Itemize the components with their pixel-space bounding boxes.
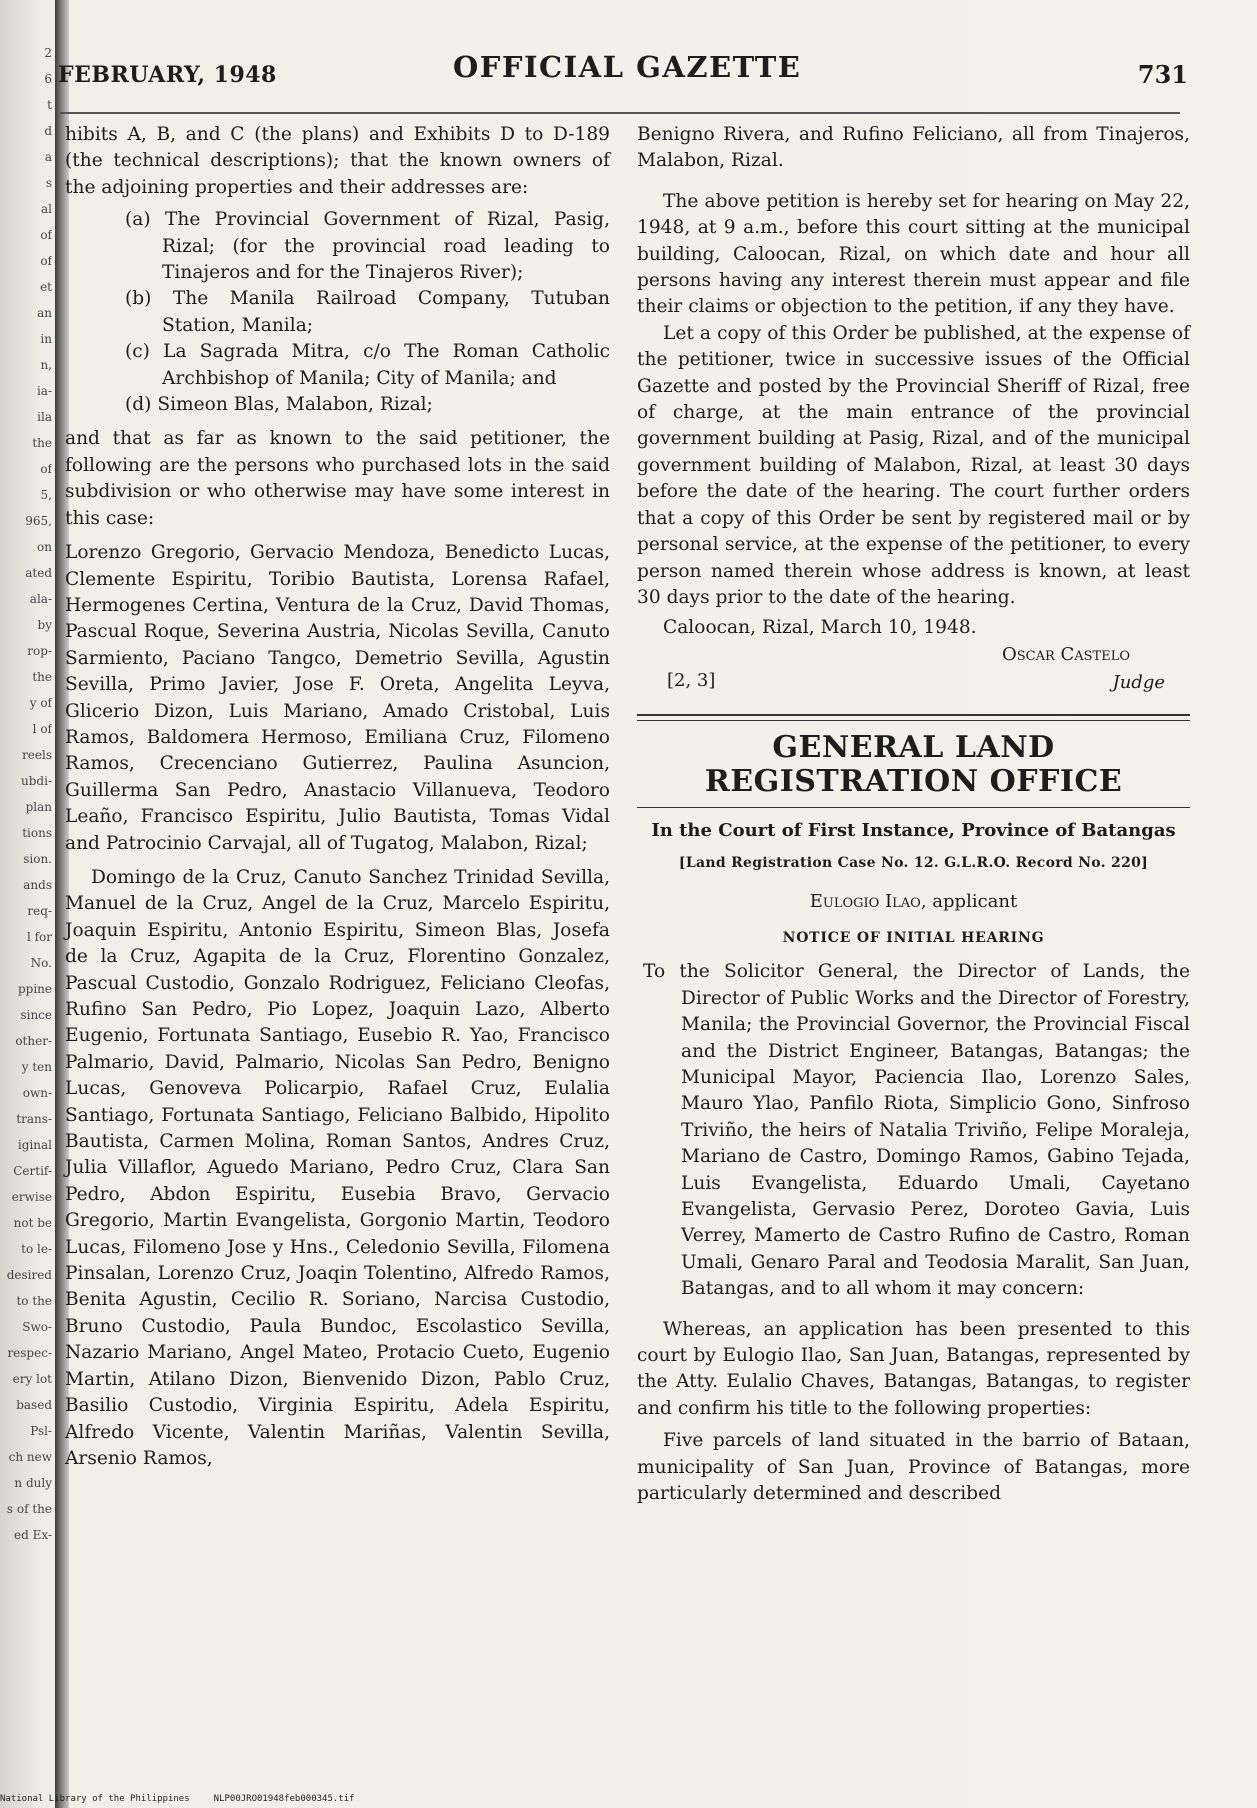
margin-fragment: ppine xyxy=(17,982,52,996)
margin-fragment: a xyxy=(44,150,52,164)
page-header xyxy=(58,50,1188,100)
owner-text: Simeon Blas, Malabon, Rizal; xyxy=(157,394,433,416)
owner-text: La Sagrada Mitra, c/o The Roman Catholic Archbishop of Manila; City of Manila; and xyxy=(162,341,610,389)
margin-fragment: n, xyxy=(40,358,52,372)
margin-fragment: the xyxy=(32,436,52,450)
margin-fragment: by xyxy=(37,618,52,632)
margin-fragment: ed Ex- xyxy=(14,1528,52,1542)
margin-fragment: an xyxy=(37,306,52,320)
margin-fragment: 5, xyxy=(40,488,52,502)
margin-fragment: desired xyxy=(6,1268,52,1282)
margin-fragment: trans- xyxy=(16,1112,52,1126)
margin-fragment: in xyxy=(40,332,52,346)
margin-fragment: the xyxy=(32,670,52,684)
margin-fragment: ands xyxy=(23,878,52,892)
margin-fragment: y ten xyxy=(21,1060,52,1074)
owner-item xyxy=(65,339,610,392)
header-rule xyxy=(60,112,1180,114)
applicant-role: applicant xyxy=(932,890,1018,912)
section-heading: GENERAL LAND REGISTRATION OFFICE xyxy=(704,729,1123,799)
margin-fragment: l of xyxy=(32,722,52,736)
margin-fragment: No. xyxy=(30,956,52,970)
margin-fragment: sion. xyxy=(23,852,52,866)
page-number: 731 xyxy=(1137,60,1188,89)
owner-text: The Manila Railroad Company, Tutuban Station, Manila; xyxy=(162,288,610,336)
margin-fragment: ated xyxy=(25,566,52,580)
margin-fragment: ery lot xyxy=(12,1372,52,1386)
margin-fragment: not be xyxy=(13,1216,52,1230)
margin-fragment: since xyxy=(20,1008,52,1022)
margin-fragment: to the xyxy=(16,1294,52,1308)
interested-persons-intro: and that as far as known to the said petitioner, the following are the persons who purchased lots in the said subdivision or who otherwise may have some interest in this case: xyxy=(65,428,610,529)
parcels-paragraph: Five parcels of land situated in the barrio of Bataan, municipality of San Juan, Province of Batangas, more particularly determined and described xyxy=(637,1430,1190,1505)
margin-fragment: of xyxy=(40,254,52,268)
margin-fragment: 2 xyxy=(44,46,52,60)
footer-library: National Library of the Philippines xyxy=(0,1794,190,1804)
margin-fragment: reels xyxy=(22,748,52,762)
judge-title: Judge xyxy=(1112,671,1165,693)
margin-fragment: ia- xyxy=(36,384,52,398)
margin-fragment: 965, xyxy=(25,514,52,528)
margin-fragment: plan xyxy=(25,800,52,814)
margin-fragment: tions xyxy=(22,826,52,840)
margin-fragment: Swo- xyxy=(22,1320,52,1334)
left-column xyxy=(65,122,610,1472)
signature-block xyxy=(637,642,1190,698)
place-date: Caloocan, Rizal, March 10, 1948. xyxy=(663,617,977,639)
names-tinajeros: Domingo de la Cruz, Canuto Sanchez Trinidad Sevilla, Manuel de la Cruz, Angel de la Cruz, Marcelo Espiritu, Joaquin Espiritu, Antonio Espiritu, Simeon Blas, Josefa de la Cruz, Agapita de la Cruz, Florentino Gonzalez, Pascual Custodio, Gonzalo Rodriguez, Feliciano Cleofas, Rufino San Pedro, Pio Lopez, Joaquin Lazo, Alberto Eugenio, Fortunata Santiago, Eusebio R. Yao, Francisco Palmario, David, Palmario, Nicolas San Pedro, Benigno Lucas, Genoveva Policarpio, Rafael Cruz, Eulalia Santiago, Fortunata Santiago, Feliciano Balbido, Hipolito Bautista, Carmen Molina, Roman Santos, Andres Cruz, Julia Villaflor, Aguedo Mariano, Pedro Cruz, Clara San Pedro, Abdon Espiritu, Eusebia Bravo, Gervacio Gregorio, Martin Evangelista, Gorgonio Martin, Teodoro Lucas, Filomeno Jose y Hns., Celedonio Sevilla, Filomena Pinsalan, Lorenzo Cruz, Joaqin Tolentino, Alfredo Ramos, Benita Agustin, Cecilio R. Soriano, Narcisa Custodio, Bruno Custodio, Paula Bundoc, Escolastico Sevilla, Nazario Mariano, Angel Mateo, Protacio Cueto, Eugenio Martin, Atilano Dizon, Bienvenido Dizon, Pablo Cruz, Basilio Custodio, Virginia Espiritu, Adela Espiritu, Alfredo Vicente, Valentin Mariñas, Valentin Sevilla, Arsenio Ramos, xyxy=(65,866,610,1469)
case-reference: [Land Registration Case No. 12. G.L.R.O. Record No. 220] xyxy=(678,855,1149,872)
names-continuation: Benigno Rivera, and Rufino Feliciano, all from Tinajeros, Malabon, Rizal. xyxy=(637,124,1190,172)
heading-rule xyxy=(637,807,1190,808)
margin-fragment: Certif- xyxy=(13,1164,52,1178)
issue-reference: [2, 3] xyxy=(667,669,716,691)
owner-label: (a) xyxy=(125,209,151,231)
margin-fragment: y of xyxy=(29,696,52,710)
owner-item xyxy=(65,286,610,339)
notice-address: To the Solicitor General, the Director of Lands, the Director of Public Works and the Director of Forestry, Manila; the Provincial Governor, the Provincial Fiscal and the District Engineer, Batangas, Batangas; the Municipal Mayor, Paciencia Ilao, Lorenzo Sales, Mauro Ylao, Panfilo Riota, Simplicio Gono, Sinfroso Triviño, the heirs of Natalia Triviño, Felipe Moraleja, Mariano de Castro, Domingo Ramos, Gabino Tejada, Luis Evangelista, Eduardo Umali, Cayetano Evangelista, Gervasio Perez, Doroteo Gavia, Luis Verrey, Mamerto de Castro Rufino de Castro, Roman Umali, Genaro Paral and Teodosia Maralit, San Juan, Batangas, and to all whom it may concern: xyxy=(643,961,1190,1300)
hearing-paragraph: The above petition is hereby set for hearing on May 22, 1948, at 9 a.m., before this court sitting at the municipal building, Caloocan, Rizal, on which date and hour all persons having any interest therein must appear and file their claims or objection to the petition, if any they have. xyxy=(637,190,1190,318)
notice-title: NOTICE OF INITIAL HEARING xyxy=(782,929,1045,946)
margin-fragment: own- xyxy=(22,1086,52,1100)
margin-fragment: other- xyxy=(15,1034,52,1048)
applicant-name: Eulogio Ilao, xyxy=(809,890,927,912)
margin-fragment: ila xyxy=(37,410,52,424)
margin-fragment: Psl- xyxy=(30,1424,52,1438)
owner-label: (c) xyxy=(125,341,150,363)
whereas-paragraph: Whereas, an application has been presented to this court by Eulogio Ilao, San Juan, Batangas, represented by the Atty. Eulalio Chaves, Batangas, Batangas, to register and confirm his title to the following properties: xyxy=(637,1318,1190,1419)
publication-paragraph: Let a copy of this Order be published, at the expense of the petitioner, twice in successive issues of the Official Gazette and posted by the Provincial Sheriff of Rizal, free of charge, at the main entrance of the provincial government building at Pasig, Rizal, and of the municipal government building of Malabon, Rizal, at least 30 days before the date of the hearing. The court further orders that a copy of this Order be sent by registered mail or by personal service, at the expense of the petitioner, to every person named therein whose address is known, at least 30 days prior to the date of the hearing. xyxy=(637,322,1190,608)
margin-fragment: req- xyxy=(27,904,52,918)
margin-fragment: iginal xyxy=(17,1138,52,1152)
margin-fragment: et xyxy=(40,280,52,294)
margin-fragment: d xyxy=(44,124,52,138)
margin-fragment: ala- xyxy=(29,592,52,606)
margin-fragment: of xyxy=(40,462,52,476)
owner-text: The Provincial Government of Rizal, Pasig, Rizal; (for the provincial road leading to Tinajeros and for the Tinajeros River); xyxy=(162,209,610,284)
margin-fragment: based xyxy=(16,1398,52,1412)
owner-item xyxy=(65,207,610,286)
applicant-line xyxy=(637,889,1190,915)
margin-fragment: on xyxy=(37,540,52,554)
exhibits-intro: hibits A, B, and C (the plans) and Exhibits D to D-189 (the technical descriptions); that the known owners of the adjoining properties and their addresses are: xyxy=(65,124,610,198)
header-title: OFFICIAL GAZETTE xyxy=(453,50,802,84)
margin-fragment: al xyxy=(41,202,52,216)
footer-file: NLP00JRO01948feb000345.tif xyxy=(213,1794,355,1804)
margin-fragment: to le- xyxy=(21,1242,52,1256)
header-date: FEBRUARY, 1948 xyxy=(58,62,277,88)
margin-fragment: ch new xyxy=(8,1450,52,1464)
owner-label: (d) xyxy=(125,394,152,416)
names-tugatog: Lorenzo Gregorio, Gervacio Mendoza, Benedicto Lucas, Clemente Espiritu, Toribio Bautista, Lorensa Rafael, Hermogenes Certina, Ventura de la Cruz, David Thomas, Pascual Roque, Severina Austria, Nicolas Sevilla, Canuto Sarmiento, Paciano Tangco, Demetrio Sevilla, Agustin Sevilla, Primo Javier, Jose F. Oreta, Angelita Leyva, Glicerio Dizon, Luis Mariano, Amado Cristobal, Luis Ramos, Baldomera Hermoso, Emiliana Cruz, Filomeno Ramos, Crecenciano Gutierrez, Paulina Asuncion, Guillerma San Pedro, Anastacio Villanueva, Teodoro Leaño, Francisco Espiritu, Julio Bautista, Tomas Vidal and Patrocinio Carvajal, all of Tugatog, Malabon, Rizal; xyxy=(65,542,610,854)
owner-label: (b) xyxy=(125,288,152,310)
margin-fragment: rop- xyxy=(27,644,52,658)
owner-item xyxy=(65,392,610,418)
margin-fragment: erwise xyxy=(11,1190,52,1204)
margin-fragment: ubdi- xyxy=(21,774,52,788)
margin-fragment: of xyxy=(40,228,52,242)
section-rule xyxy=(637,714,1190,721)
right-column xyxy=(637,122,1190,1507)
scan-footer xyxy=(0,1794,379,1804)
adjacent-page-margin xyxy=(0,40,52,1740)
margin-fragment: n duly xyxy=(14,1476,52,1490)
margin-fragment: l for xyxy=(26,930,52,944)
margin-fragment: s xyxy=(45,176,52,190)
margin-fragment: 6 xyxy=(44,72,52,86)
margin-fragment: respec- xyxy=(7,1346,52,1360)
judge-name: Oscar Castelo xyxy=(1001,643,1130,665)
margin-fragment: t xyxy=(47,98,52,112)
margin-fragment: s of the xyxy=(6,1502,52,1516)
court-name: In the Court of First Instance, Province of Batangas xyxy=(651,819,1176,841)
